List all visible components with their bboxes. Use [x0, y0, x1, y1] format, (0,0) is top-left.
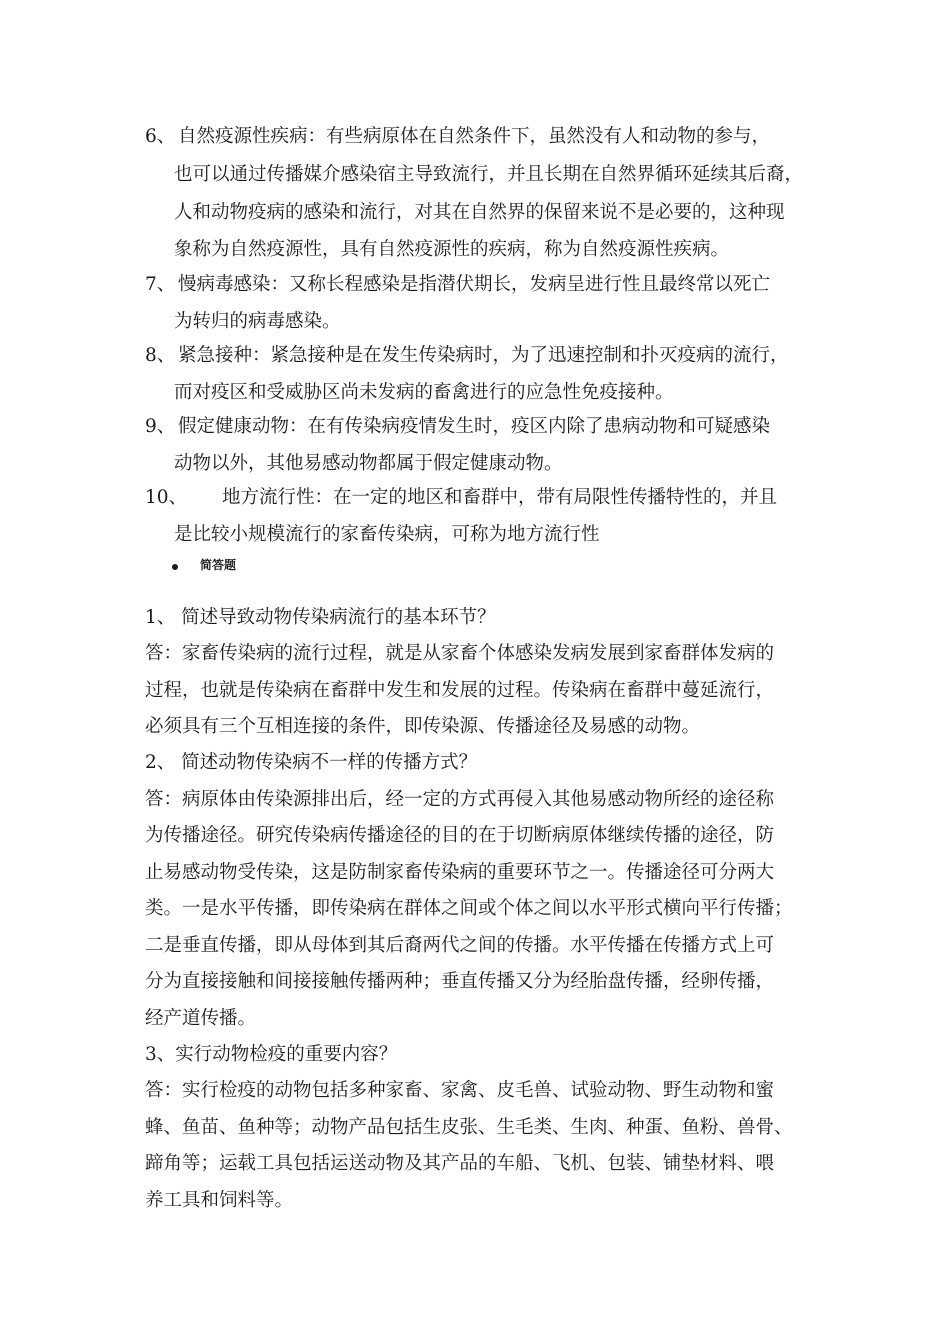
definition-number: 8、 — [145, 345, 176, 366]
definition-number: 6、 — [145, 126, 176, 147]
definition-text-line: 是比较小规模流行的家畜传染病，可称为地方流行性 — [174, 524, 600, 545]
answer-line: 经产道传播。 — [145, 1008, 257, 1029]
question-line: 3、实行动物检疫的重要内容？ — [145, 1044, 398, 1065]
definition-text-line: 动物以外，其他易感动物都属于假定健康动物。 — [174, 453, 563, 474]
definition-text-line: 地方流行性：在一定的地区和畜群中，带有局限性传播特性的，并且 — [222, 487, 778, 508]
answer-line: 答：家畜传染病的流行过程，就是从家畜个体感染发病发展到家畜群体发病的 — [145, 643, 775, 664]
section-heading: 简答题 — [200, 558, 237, 572]
answer-line: 分为直接接触和间接接触传播两种；垂直传播又分为经胎盘传播，经卵传播， — [145, 971, 775, 992]
definition-number: 10、 — [145, 487, 188, 508]
definition-text-line: 紧急接种：紧急接种是在发生传染病时，为了迅速控制和扑灭疫病的流行， — [178, 345, 789, 366]
answer-line: 过程，也就是传染病在畜群中发生和发展的过程。传染病在畜群中蔓延流行， — [145, 680, 775, 701]
answer-line: 养工具和饲料等。 — [145, 1190, 294, 1211]
definition-text-line: 自然疫源性疾病：有些病原体在自然条件下，虽然没有人和动物的参与， — [178, 126, 771, 147]
answer-line: 蜂、鱼苗、鱼种等；动物产品包括生皮张、生毛类、生肉、种蛋、鱼粉、兽骨、 — [145, 1117, 793, 1138]
question-line: 2、 简述动物传染病不一样的传播方式？ — [145, 752, 478, 773]
definition-text-line: 为转归的病毒感染。 — [174, 311, 341, 332]
answer-line: 止易感动物受传染，这是防制家畜传染病的重要环节之一。传播途径可分两大 — [145, 862, 775, 883]
question-line: 1、 简述导致动物传染病流行的基本环节？ — [145, 607, 496, 628]
definition-text-line: 慢病毒感染：又称长程感染是指潜伏期长，发病呈进行性且最终常以死亡 — [178, 274, 771, 295]
definition-number: 9、 — [145, 416, 176, 437]
definition-text-line: 人和动物疫病的感染和流行，对其在自然界的保留来说不是必要的，这种现 — [174, 202, 785, 223]
answer-line: 二是垂直传播，即从母体到其后裔两代之间的传播。水平传播在传播方式上可 — [145, 935, 775, 956]
answer-line: 答：病原体由传染源排出后，经一定的方式再侵入其他易感动物所经的途径称 — [145, 789, 775, 810]
answer-line: 答：实行检疫的动物包括多种家畜、家禽、皮毛兽、试验动物、野生动物和蜜 — [145, 1080, 775, 1101]
definition-text-line: 也可以通过传播媒介感染宿主导致流行，并且长期在自然界循环延续其后裔， — [174, 164, 804, 185]
answer-line: 类。一是水平传播，即传染病在群体之间或个体之间以水平形式横向平行传播； — [145, 898, 793, 919]
definition-text-line: 而对疫区和受威胁区尚未发病的畜禽进行的应急性免疫接种。 — [174, 382, 674, 403]
answer-line: 为传播途径。研究传染病传播途径的目的在于切断病原体继续传播的途径，防 — [145, 825, 775, 846]
definition-number: 7、 — [145, 274, 176, 295]
bullet-icon — [172, 564, 178, 570]
definition-text-line: 象称为自然疫源性，具有自然疫源性的疾病，称为自然疫源性疾病。 — [174, 239, 730, 260]
definition-text-line: 假定健康动物：在有传染病疫情发生时，疫区内除了患病动物和可疑感染 — [178, 416, 771, 437]
answer-line: 必须具有三个互相连接的条件，即传染源、传播途径及易感的动物。 — [145, 716, 701, 737]
answer-line: 蹄角等；运载工具包括运送动物及其产品的车船、飞机、包装、铺垫材料、喂 — [145, 1153, 775, 1174]
